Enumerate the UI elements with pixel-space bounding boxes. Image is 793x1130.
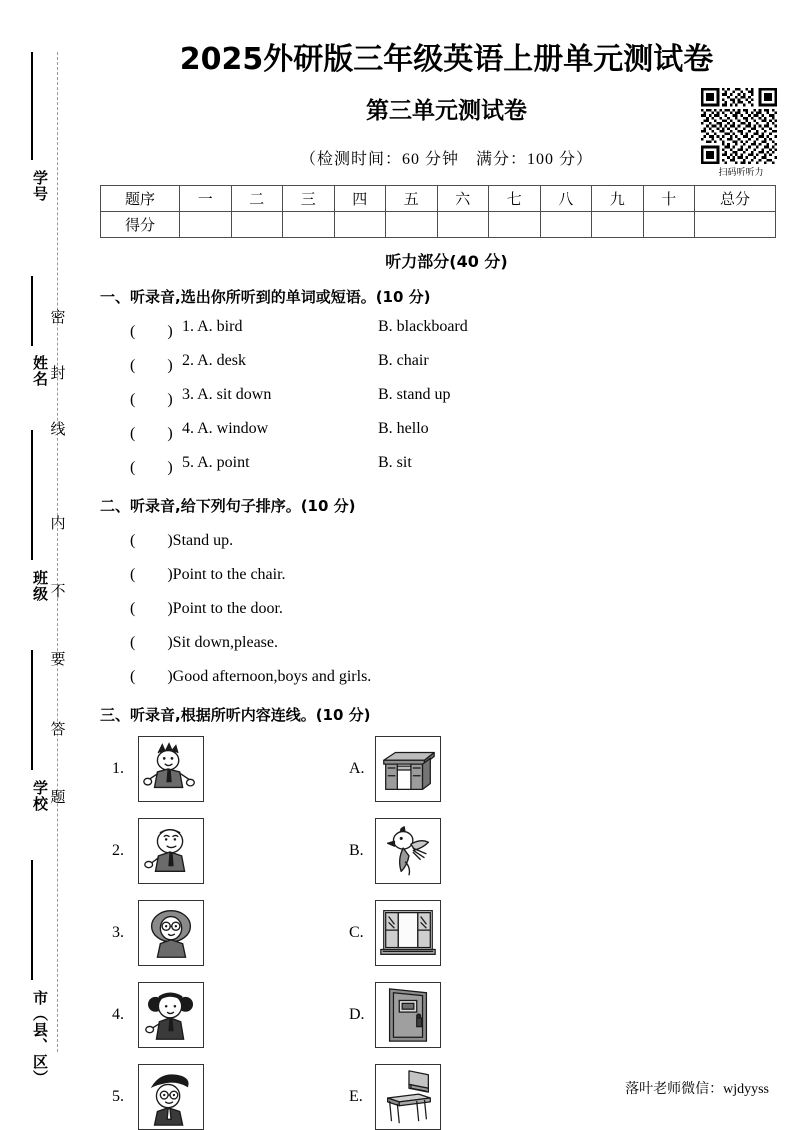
question-row bbox=[100, 352, 793, 375]
score-col-6: 六 bbox=[437, 186, 489, 212]
score-col-10: 十 bbox=[643, 186, 695, 212]
matching-area bbox=[100, 736, 793, 1121]
seal-margin bbox=[0, 0, 100, 1122]
sentence-text: Stand up. bbox=[172, 532, 234, 549]
match-right-item-a[interactable] bbox=[349, 736, 441, 802]
score-col-5: 五 bbox=[386, 186, 438, 212]
question-number: 5. bbox=[182, 454, 194, 471]
match-left-label-4: 4. bbox=[112, 1006, 124, 1023]
seal-char-da: 答 bbox=[50, 720, 66, 738]
score-cell-2[interactable] bbox=[231, 212, 283, 238]
answer-blank[interactable]: ( ) bbox=[130, 391, 173, 408]
score-table bbox=[100, 185, 776, 238]
ordering-row bbox=[100, 561, 793, 584]
seal-dashed-line bbox=[57, 52, 58, 1052]
option-a-text: A. window bbox=[197, 420, 269, 437]
match-right-label-a: A. bbox=[349, 760, 365, 777]
match-left-item-1[interactable] bbox=[112, 736, 204, 802]
match-right-item-d[interactable] bbox=[349, 982, 441, 1048]
page-subtitle: 第三单元测试卷 bbox=[366, 98, 527, 124]
answer-blank[interactable]: ( ) bbox=[130, 566, 173, 583]
bald-man-icon bbox=[138, 818, 204, 884]
score-cell-9[interactable] bbox=[592, 212, 644, 238]
question-number: 2. bbox=[182, 352, 194, 369]
question-row bbox=[100, 454, 793, 477]
seal-rule-3 bbox=[31, 430, 33, 560]
answer-blank[interactable]: ( ) bbox=[130, 425, 173, 442]
score-table-row-label-score: 得分 bbox=[101, 212, 180, 238]
seal-char-bu: 不 bbox=[50, 582, 66, 600]
seal-char-nei: 内 bbox=[50, 514, 66, 532]
answer-blank[interactable]: ( ) bbox=[130, 323, 173, 340]
boy-waving-icon bbox=[138, 736, 204, 802]
match-left-label-5: 5. bbox=[112, 1088, 124, 1105]
question-row bbox=[100, 318, 793, 341]
score-cell-10[interactable] bbox=[643, 212, 695, 238]
option-b[interactable]: B. blackboard bbox=[378, 318, 468, 335]
score-cell-1[interactable] bbox=[180, 212, 232, 238]
answer-blank[interactable]: ( ) bbox=[130, 532, 173, 549]
score-cell-3[interactable] bbox=[283, 212, 335, 238]
question-row bbox=[100, 420, 793, 443]
sentence-text: Point to the chair. bbox=[172, 566, 286, 583]
seal-rule-1 bbox=[31, 52, 33, 160]
answer-blank[interactable]: ( ) bbox=[130, 668, 173, 685]
answer-blank[interactable]: ( ) bbox=[130, 634, 173, 651]
question-number: 3. bbox=[182, 386, 194, 403]
seal-rule-2 bbox=[31, 276, 33, 346]
option-b[interactable]: B. stand up bbox=[378, 386, 451, 403]
exam-sheet bbox=[100, 0, 793, 1122]
option-a[interactable] bbox=[182, 454, 378, 477]
section-2-heading: 二、听录音,给下列句子排序。(10 分) bbox=[100, 497, 356, 515]
match-right-label-c: C. bbox=[349, 924, 364, 941]
match-right-label-e: E. bbox=[349, 1088, 363, 1105]
score-col-4: 四 bbox=[334, 186, 386, 212]
question-number: 1. bbox=[182, 318, 194, 335]
ordering-row bbox=[100, 595, 793, 618]
window-icon bbox=[375, 900, 441, 966]
seal-char-feng: 封 bbox=[50, 364, 66, 382]
score-col-8: 八 bbox=[540, 186, 592, 212]
qr-code-icon[interactable] bbox=[701, 88, 777, 164]
match-left-item-4[interactable] bbox=[112, 982, 204, 1048]
option-a[interactable] bbox=[182, 318, 378, 341]
option-a[interactable] bbox=[182, 352, 378, 375]
seal-label-school: 学校 bbox=[31, 780, 49, 812]
answer-blank[interactable]: ( ) bbox=[130, 357, 173, 374]
seal-label-student-id: 学号 bbox=[31, 170, 49, 202]
listening-part-heading: 听力部分(40 分) bbox=[385, 252, 508, 271]
score-cell-4[interactable] bbox=[334, 212, 386, 238]
score-col-total: 总分 bbox=[695, 186, 776, 212]
answer-blank[interactable]: ( ) bbox=[130, 600, 173, 617]
option-a[interactable] bbox=[182, 420, 378, 443]
option-a-text: A. bird bbox=[197, 318, 243, 335]
option-b[interactable]: B. sit bbox=[378, 454, 412, 471]
seal-label-city-district: 市（县、区） bbox=[31, 990, 49, 1086]
seal-char-ti: 题 bbox=[50, 788, 66, 806]
score-cell-6[interactable] bbox=[437, 212, 489, 238]
option-a-text: A. sit down bbox=[197, 386, 272, 403]
sentence-text: Good afternoon,boys and girls. bbox=[172, 668, 372, 685]
seal-char-mi: 密 bbox=[50, 308, 66, 326]
desk-icon bbox=[375, 736, 441, 802]
seal-rule-5 bbox=[31, 860, 33, 980]
score-col-7: 七 bbox=[489, 186, 541, 212]
seal-char-xian: 线 bbox=[50, 420, 66, 438]
option-b[interactable]: B. hello bbox=[378, 420, 429, 437]
score-col-3: 三 bbox=[283, 186, 335, 212]
ordering-row bbox=[100, 629, 793, 652]
match-right-label-b: B. bbox=[349, 842, 364, 859]
sentence-text: Sit down,please. bbox=[172, 634, 278, 651]
ordering-row bbox=[100, 527, 793, 550]
match-right-label-d: D. bbox=[349, 1006, 365, 1023]
score-cell-7[interactable] bbox=[489, 212, 541, 238]
footer-note: 落叶老师微信：wjdyyss bbox=[625, 1082, 769, 1097]
score-col-2: 二 bbox=[231, 186, 283, 212]
question-number: 4. bbox=[182, 420, 194, 437]
qr-block bbox=[701, 88, 781, 178]
section-1-heading: 一、听录音,选出你所听到的单词或短语。(10 分) bbox=[100, 288, 431, 306]
ordering-row bbox=[100, 663, 793, 686]
score-table-value-row bbox=[101, 212, 776, 238]
score-cell-5[interactable] bbox=[386, 212, 438, 238]
seal-label-class: 班级 bbox=[31, 570, 49, 602]
option-a[interactable] bbox=[182, 386, 378, 409]
match-left-label-3: 3. bbox=[112, 924, 124, 941]
exam-meta-line: （检测时间：60 分钟 满分：100 分） bbox=[299, 151, 593, 168]
option-a-text: A. desk bbox=[197, 352, 247, 369]
seal-label-name: 姓名 bbox=[31, 355, 49, 387]
option-b[interactable]: B. chair bbox=[378, 352, 429, 369]
woman-glasses-icon bbox=[138, 900, 204, 966]
score-cell-total[interactable] bbox=[695, 212, 776, 238]
page-title: 2025外研版三年级英语上册单元测试卷 bbox=[179, 42, 714, 77]
qr-caption: 扫码听听力 bbox=[718, 168, 764, 178]
match-right-item-c[interactable] bbox=[349, 900, 441, 966]
match-left-label-2: 2. bbox=[112, 842, 124, 859]
score-table-row-label-question: 题序 bbox=[101, 186, 180, 212]
answer-blank[interactable]: ( ) bbox=[130, 459, 173, 476]
score-cell-8[interactable] bbox=[540, 212, 592, 238]
option-a-text: A. point bbox=[197, 454, 250, 471]
match-right-item-b[interactable] bbox=[349, 818, 441, 884]
match-left-item-2[interactable] bbox=[112, 818, 204, 884]
match-left-label-1: 1. bbox=[112, 760, 124, 777]
score-col-1: 一 bbox=[180, 186, 232, 212]
sentence-text: Point to the door. bbox=[172, 600, 283, 617]
score-col-9: 九 bbox=[592, 186, 644, 212]
score-table-header-row bbox=[101, 186, 776, 212]
seal-rule-4 bbox=[31, 650, 33, 770]
girl-buns-icon bbox=[138, 982, 204, 1048]
match-left-item-3[interactable] bbox=[112, 900, 204, 966]
section-3-heading: 三、听录音,根据所听内容连线。(10 分) bbox=[100, 706, 371, 724]
seal-char-yao: 要 bbox=[50, 650, 66, 668]
bird-icon bbox=[375, 818, 441, 884]
door-icon bbox=[375, 982, 441, 1048]
question-row bbox=[100, 386, 793, 409]
